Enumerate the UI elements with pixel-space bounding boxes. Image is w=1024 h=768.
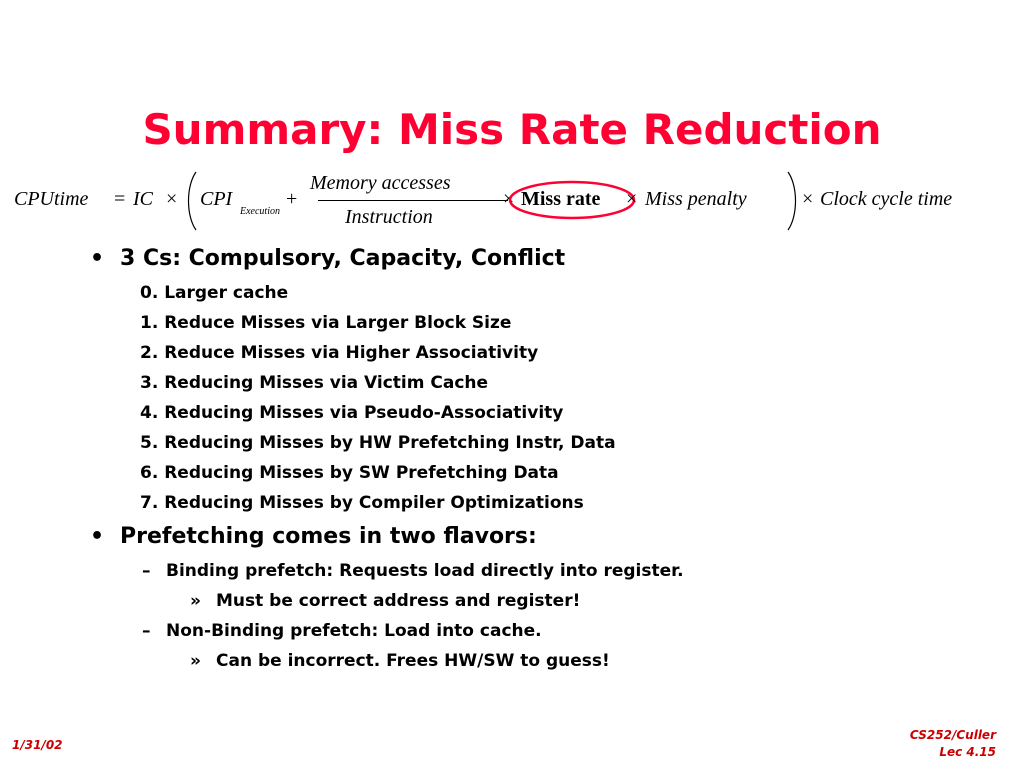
eq-lhs: CPUtime — [14, 188, 89, 210]
eq-times-2: × — [503, 188, 515, 210]
bullet-prefetching: Prefetching comes in two flavors: — [120, 524, 537, 549]
eq-numerator: Memory accesses — [310, 172, 451, 194]
eq-miss-rate: Miss rate — [521, 188, 601, 210]
footer-course: CS252/Culler — [909, 728, 996, 742]
bullet-icon: • — [90, 524, 105, 549]
list-item: 1. Reduce Misses via Larger Block Size — [140, 313, 512, 333]
dash-icon: – — [142, 621, 151, 641]
miss-rate-highlight-ellipse — [508, 180, 638, 220]
raquo-icon: » — [190, 651, 201, 671]
detail-non-binding: Can be incorrect. Frees HW/SW to guess! — [216, 651, 610, 671]
footer-date: 1/31/02 — [12, 738, 63, 752]
eq-ic: IC — [133, 188, 153, 210]
list-item: 4. Reducing Misses via Pseudo-Associativity — [140, 403, 564, 423]
eq-cpi-subscript: Execution — [240, 206, 280, 217]
list-item: 7. Reducing Misses by Compiler Optimizations — [140, 493, 584, 513]
eq-clock-cycle-time: Clock cycle time — [820, 188, 953, 210]
eq-plus: + — [286, 188, 298, 210]
eq-times-3: × — [626, 188, 638, 210]
footer-lecture: Lec 4.15 — [939, 745, 996, 759]
list-item: 5. Reducing Misses by HW Prefetching Instr, Data — [140, 433, 616, 453]
list-item: 6. Reducing Misses by SW Prefetching Data — [140, 463, 559, 483]
sub-bullet-non-binding: Non-Binding prefetch: Load into cache. — [166, 621, 542, 641]
left-paren-icon — [184, 172, 198, 230]
eq-times-4: × — [802, 188, 814, 210]
eq-times-1: × — [166, 188, 178, 210]
eq-cpi: CPI — [200, 188, 233, 210]
eq-denominator: Instruction — [345, 206, 433, 228]
bullet-icon: • — [90, 246, 105, 271]
sub-bullet-binding: Binding prefetch: Requests load directly into register. — [166, 561, 684, 581]
detail-binding: Must be correct address and register! — [216, 591, 581, 611]
fraction-bar — [318, 200, 508, 201]
bullet-3cs: 3 Cs: Compulsory, Capacity, Conflict — [120, 246, 566, 271]
list-item: 0. Larger cache — [140, 283, 289, 303]
cpu-time-equation — [14, 166, 1014, 234]
right-paren-icon — [786, 172, 800, 230]
list-item: 3. Reducing Misses via Victim Cache — [140, 373, 489, 393]
list-item: 2. Reduce Misses via Higher Associativity — [140, 343, 539, 363]
eq-miss-penalty: Miss penalty — [645, 188, 747, 210]
raquo-icon: » — [190, 591, 201, 611]
dash-icon: – — [142, 561, 151, 581]
slide-title: Summary: Miss Rate Reduction — [142, 105, 882, 154]
eq-equals: = — [114, 188, 126, 210]
